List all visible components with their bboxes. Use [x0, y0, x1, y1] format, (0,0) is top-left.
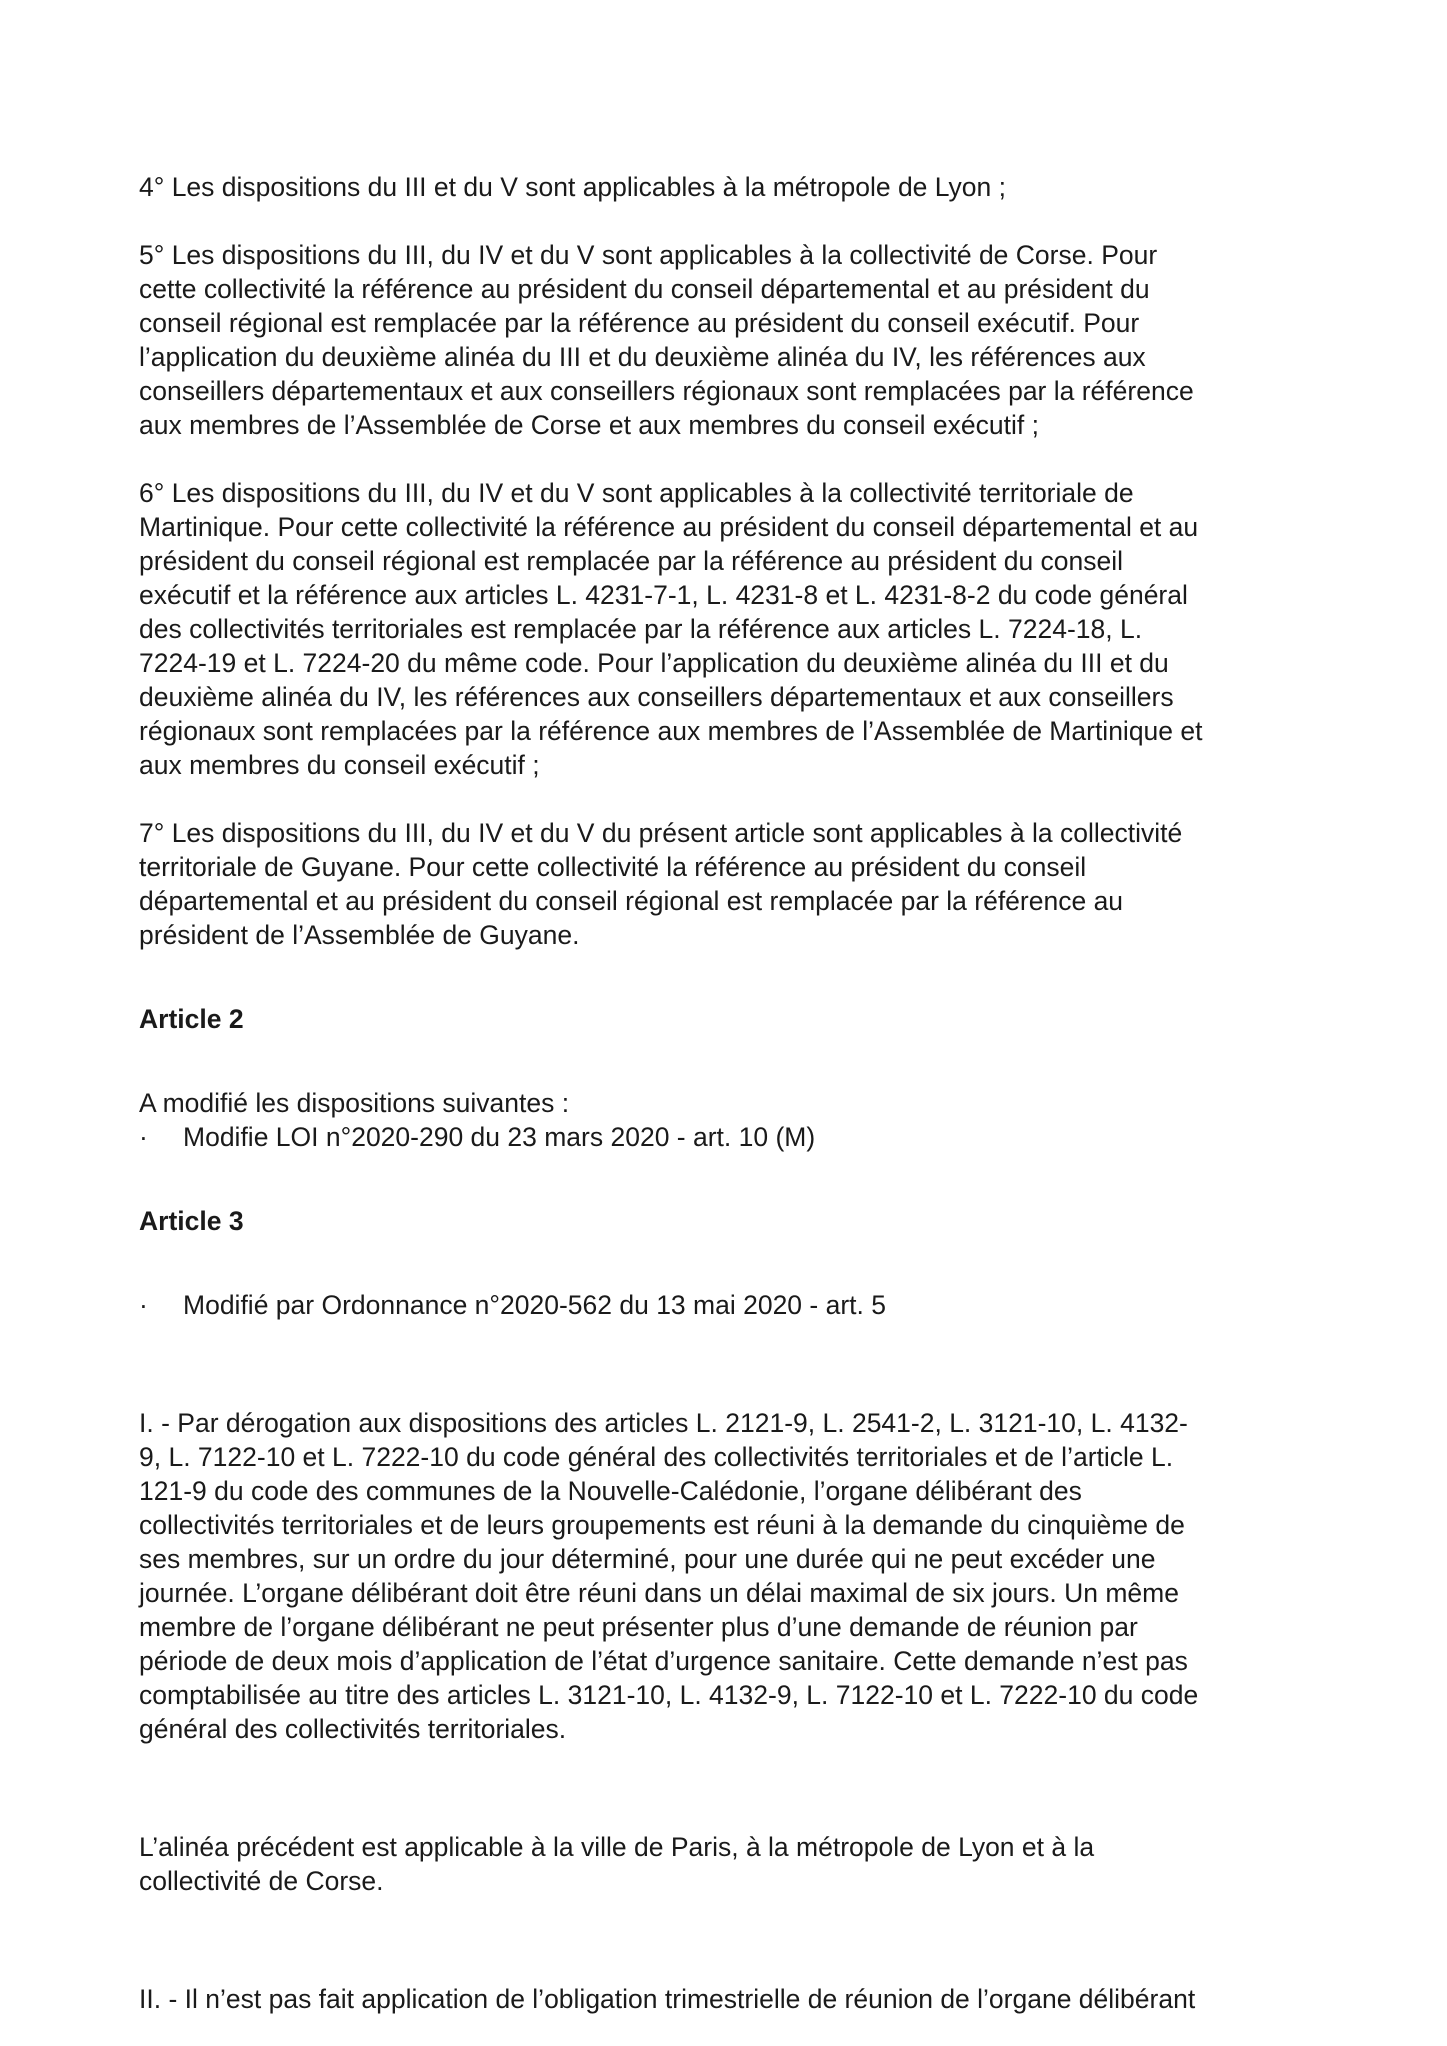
text-line: départemental et au président du conseil régional est remplacée par la référence au: [139, 886, 1124, 916]
article-3-bullet-item: [139, 1288, 1329, 1322]
text-line: collectivité de Corse.: [139, 1866, 384, 1896]
text-line: régionaux sont remplacées par la référence aux membres de l’Assemblée de Martinique et: [139, 716, 1203, 746]
document-body: [139, 170, 1329, 2016]
paragraph-I: [139, 1406, 1329, 1746]
paragraph-5: [139, 238, 1329, 442]
paragraph-7: [139, 816, 1329, 952]
paragraph-alinea: [139, 1830, 1329, 1898]
article-2-heading: Article 2: [139, 1004, 244, 1034]
text-line: I. - Par dérogation aux dispositions des articles L. 2121-9, L. 2541-2, L. 3121-10, L. 4132-: [139, 1408, 1188, 1438]
text-line: 7224-19 et L. 7224-20 du même code. Pour l’application du deuxième alinéa du III et du: [139, 648, 1169, 678]
text-line: 5° Les dispositions du III, du IV et du V sont applicables à la collectivité de Corse. Pour: [139, 240, 1158, 270]
text-line: période de deux mois d’application de l’état d’urgence sanitaire. Cette demande n’est pas: [139, 1646, 1188, 1676]
bullet-mark: ·: [139, 1290, 148, 1320]
text-line: comptabilisée au titre des articles L. 3121-10, L. 4132-9, L. 7122-10 et L. 7222-10 du code: [139, 1680, 1199, 1710]
text-line: L’alinéa précédent est applicable à la ville de Paris, à la métropole de Lyon et à la: [139, 1832, 1095, 1862]
text-line: des collectivités territoriales est remplacée par la référence aux articles L. 7224-18, L.: [139, 614, 1143, 644]
text-line: 7° Les dispositions du III, du IV et du V du présent article sont applicables à la collectivité: [139, 818, 1183, 848]
text-line: général des collectivités territoriales.: [139, 1714, 567, 1744]
text-line: ses membres, sur un ordre du jour déterminé, pour une durée qui ne peut excéder une: [139, 1544, 1156, 1574]
article-2-intro: A modifié les dispositions suivantes :: [139, 1088, 570, 1118]
text-line: Martinique. Pour cette collectivité la référence au président du conseil départemental et au: [139, 512, 1199, 542]
text-line: deuxième alinéa du IV, les références aux conseillers départementaux et aux conseillers: [139, 682, 1174, 712]
text-line: 6° Les dispositions du III, du IV et du V sont applicables à la collectivité territoriale de: [139, 478, 1134, 508]
text-line: président du conseil régional est remplacée par la référence au président du conseil: [139, 546, 1124, 576]
text-line: 9, L. 7122-10 et L. 7222-10 du code général des collectivités territoriales et de l’article L.: [139, 1442, 1174, 1472]
bullet-mark: ·: [139, 1122, 148, 1152]
bullet-text: Modifie LOI n°2020-290 du 23 mars 2020 - art. 10 (M): [183, 1122, 816, 1152]
text-line: conseil régional est remplacée par la référence au président du conseil exécutif. Pour: [139, 308, 1140, 338]
text-line: cette collectivité la référence au président du conseil départemental et au président du: [139, 274, 1150, 304]
text-line: président de l’Assemblée de Guyane.: [139, 920, 580, 950]
text-line: 121-9 du code des communes de la Nouvelle-Calédonie, l’organe délibérant des: [139, 1476, 1082, 1506]
text-line: aux membres du conseil exécutif ;: [139, 750, 540, 780]
article-3-heading: Article 3: [139, 1206, 244, 1236]
text-line: territoriale de Guyane. Pour cette collectivité la référence au président du conseil: [139, 852, 1087, 882]
text-line: collectivités territoriales et de leurs groupements est réuni à la demande du cinquième de: [139, 1510, 1185, 1540]
text-line: membre de l’organe délibérant ne peut présenter plus d’une demande de réunion par: [139, 1612, 1138, 1642]
article-2-bullet-item: [139, 1120, 1329, 1154]
text-line: conseillers départementaux et aux conseillers régionaux sont remplacées par la référence: [139, 376, 1194, 406]
paragraph-II: [139, 1982, 1329, 2016]
text-line: l’application du deuxième alinéa du III et du deuxième alinéa du IV, les références aux: [139, 342, 1146, 372]
text-line: 4° Les dispositions du III et du V sont applicables à la métropole de Lyon ;: [139, 172, 1006, 202]
text-line: exécutif et la référence aux articles L. 4231-7-1, L. 4231-8 et L. 4231-8-2 du code général: [139, 580, 1188, 610]
text-line: II. - Il n’est pas fait application de l’obligation trimestrielle de réunion de l’organe délibérant: [139, 1984, 1196, 2014]
text-line: journée. L’organe délibérant doit être réuni dans un délai maximal de six jours. Un même: [139, 1578, 1179, 1608]
bullet-text: Modifié par Ordonnance n°2020-562 du 13 mai 2020 - art. 5: [183, 1290, 886, 1320]
paragraph-6: [139, 476, 1329, 782]
text-line: aux membres de l’Assemblée de Corse et aux membres du conseil exécutif ;: [139, 410, 1039, 440]
paragraph-4: [139, 170, 1329, 204]
